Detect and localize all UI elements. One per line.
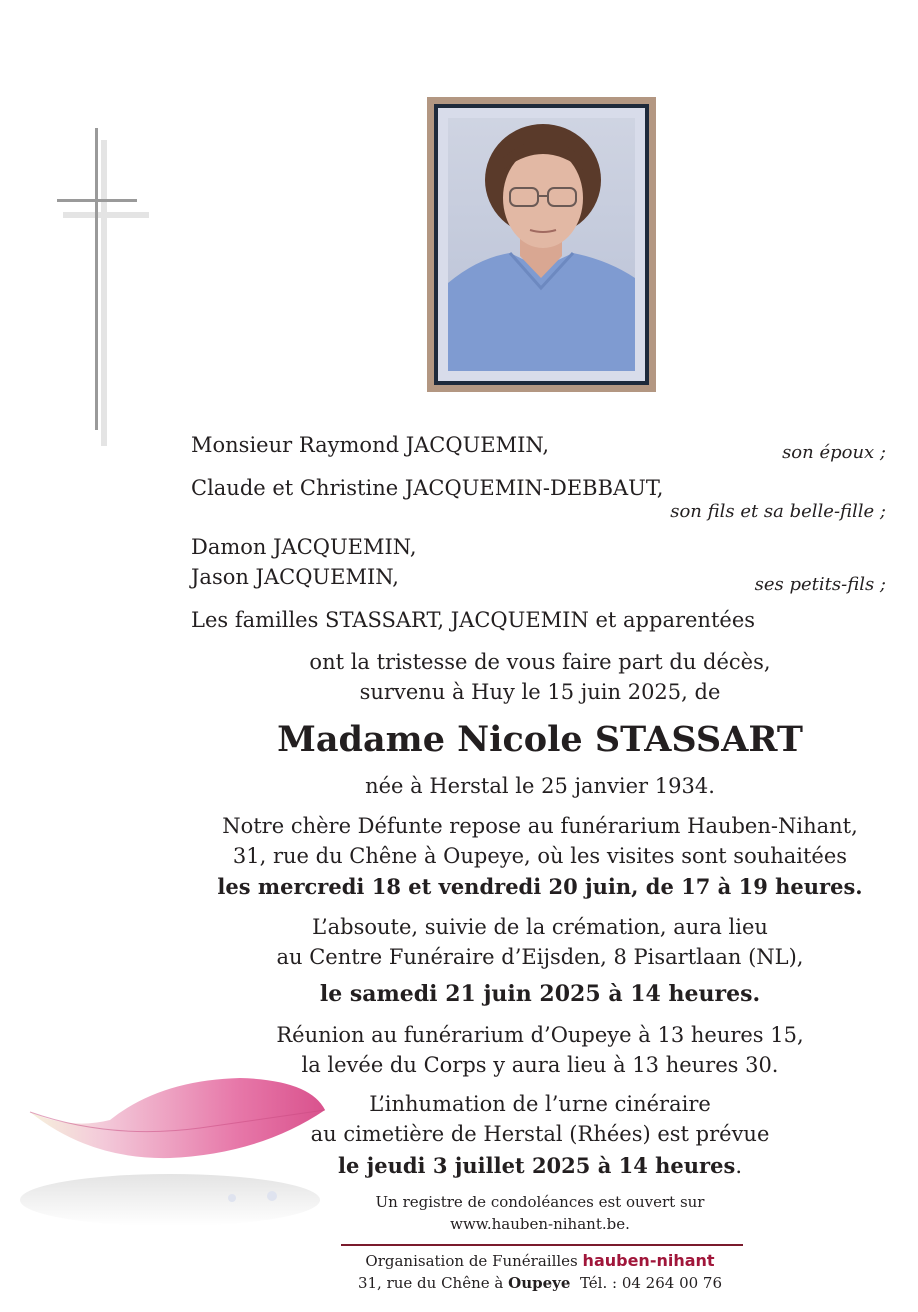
footer-brand-logo: hauben-nihant	[582, 1251, 715, 1270]
deceased-name: Madame Nicole STASSART	[277, 719, 803, 760]
ceremony-line-1: L’absoute, suivie de la crémation, aura lieu	[312, 915, 768, 939]
burial-date: le jeudi 3 juillet 2025 à 14 heures	[338, 1153, 736, 1178]
burial-line-1: L’inhumation de l’urne cinéraire	[369, 1092, 711, 1116]
burial-line-2: au cimetière de Herstal (Rhées) est prévue	[310, 1122, 770, 1146]
deceased-birth: née à Herstal le 25 janvier 1934.	[365, 774, 715, 798]
footer-org	[0, 1249, 918, 1273]
family-member-3a: Damon JACQUEMIN,	[191, 535, 417, 559]
burial-line-3	[0, 1151, 918, 1181]
footer-divider	[341, 1244, 743, 1246]
visits-line-1: Notre chère Défunte repose au funérarium Hauben-Nihant,	[222, 814, 858, 838]
cross-horizontal	[57, 199, 137, 202]
meeting-line-1: Réunion au funérarium d’Oupeye à 13 heures 15,	[276, 1023, 804, 1047]
footer-address-city: Oupeye	[508, 1274, 571, 1292]
footer-org-label: Organisation de Funérailles	[365, 1252, 578, 1270]
announce-line-2: survenu à Huy le 15 juin 2025, de	[359, 680, 721, 704]
ceremony-line-3: le samedi 21 juin 2025 à 14 heures.	[319, 981, 761, 1007]
portrait-photo	[448, 118, 635, 371]
family-member-1: Monsieur Raymond JACQUEMIN,	[191, 433, 550, 457]
cross-vertical	[95, 128, 98, 430]
meeting-line-2: la levée du Corps y aura lieu à 13 heures 30.	[301, 1053, 779, 1077]
portrait-frame	[427, 97, 656, 392]
family-member-4: Les familles STASSART, JACQUEMIN et apparentées	[191, 608, 756, 632]
cross-shadow-horizontal	[63, 212, 149, 218]
footer-address	[0, 1271, 918, 1295]
cross-shadow-vertical	[101, 140, 107, 446]
family-relation-3: ses petits-fils ;	[754, 574, 886, 595]
announce-line-1: ont la tristesse de vous faire part du décès,	[309, 650, 771, 674]
family-member-3b: Jason JACQUEMIN,	[191, 565, 399, 589]
register-url[interactable]: www.hauben-nihant.be.	[450, 1215, 630, 1233]
register-line-1: Un registre de condoléances est ouvert sur	[375, 1193, 705, 1211]
visits-line-3: les mercredi 18 et vendredi 20 juin, de 17 à 19 heures.	[217, 874, 863, 899]
burial-period: .	[735, 1154, 742, 1178]
footer-tel: Tél. : 04 264 00 76	[579, 1274, 723, 1292]
family-relation-1: son époux ;	[782, 442, 886, 463]
family-relation-2: son fils et sa belle-fille ;	[670, 501, 886, 522]
ceremony-line-2: au Centre Funéraire d’Eijsden, 8 Pisartlaan (NL),	[276, 945, 804, 969]
visits-line-2: 31, rue du Chêne à Oupeye, où les visites sont souhaitées	[232, 844, 848, 868]
family-member-2: Claude et Christine JACQUEMIN-DEBBAUT,	[191, 476, 664, 500]
footer-address-prefix: 31, rue du Chêne à	[357, 1274, 504, 1292]
